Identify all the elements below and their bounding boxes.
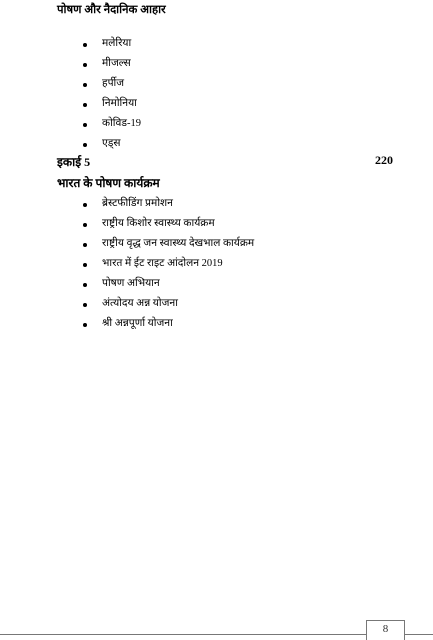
list-item-label: निमोनिया <box>102 98 137 109</box>
list-item-label: एड्स <box>102 138 121 149</box>
bullet-icon <box>83 43 87 47</box>
list-item-label: भारत में ईट राइट आंदोलन 2019 <box>102 258 223 269</box>
list-item-label: कोविड-19 <box>102 118 141 129</box>
unit-label: इकाई 5 <box>57 155 91 169</box>
bullet-icon <box>83 263 87 267</box>
unit-page-number: 220 <box>375 153 393 167</box>
list-item-label: अंत्योदय अन्न योजना <box>102 298 178 309</box>
bullet-icon <box>83 203 87 207</box>
unit-heading-row <box>57 153 393 169</box>
bullet-icon <box>83 123 87 127</box>
page-number: 8 <box>382 623 389 635</box>
bullet-icon <box>83 103 87 107</box>
bullet-icon <box>83 143 87 147</box>
page-number-box <box>366 620 405 640</box>
page-header-title: पोषण और नैदानिक आहार <box>57 4 166 16</box>
bullet-icon <box>83 63 87 67</box>
list-item-label: श्री अन्नपूर्णा योजना <box>102 318 173 329</box>
bullet-icon <box>83 303 87 307</box>
list-item-label: हर्पीज <box>102 78 125 89</box>
section-title: भारत के पोषण कार्यक्रम <box>57 176 160 190</box>
list-item-label: मीजल्स <box>102 58 131 69</box>
list-item-label: पोषण अभियान <box>102 278 160 289</box>
bullet-icon <box>83 223 87 227</box>
list-item-label: मलेरिया <box>102 38 132 49</box>
list-item-label: राष्ट्रीय किशोर स्वास्थ्य कार्यक्रम <box>102 218 215 229</box>
bullet-icon <box>83 243 87 247</box>
bullet-icon <box>83 283 87 287</box>
bullet-icon <box>83 83 87 87</box>
list-item-label: ब्रेस्टफीडिंग प्रमोशन <box>102 198 174 209</box>
bullet-icon <box>83 323 87 327</box>
list-item-label: राष्ट्रीय वृद्ध जन स्वास्थ्य देखभाल कार्यक्रम <box>102 238 255 249</box>
